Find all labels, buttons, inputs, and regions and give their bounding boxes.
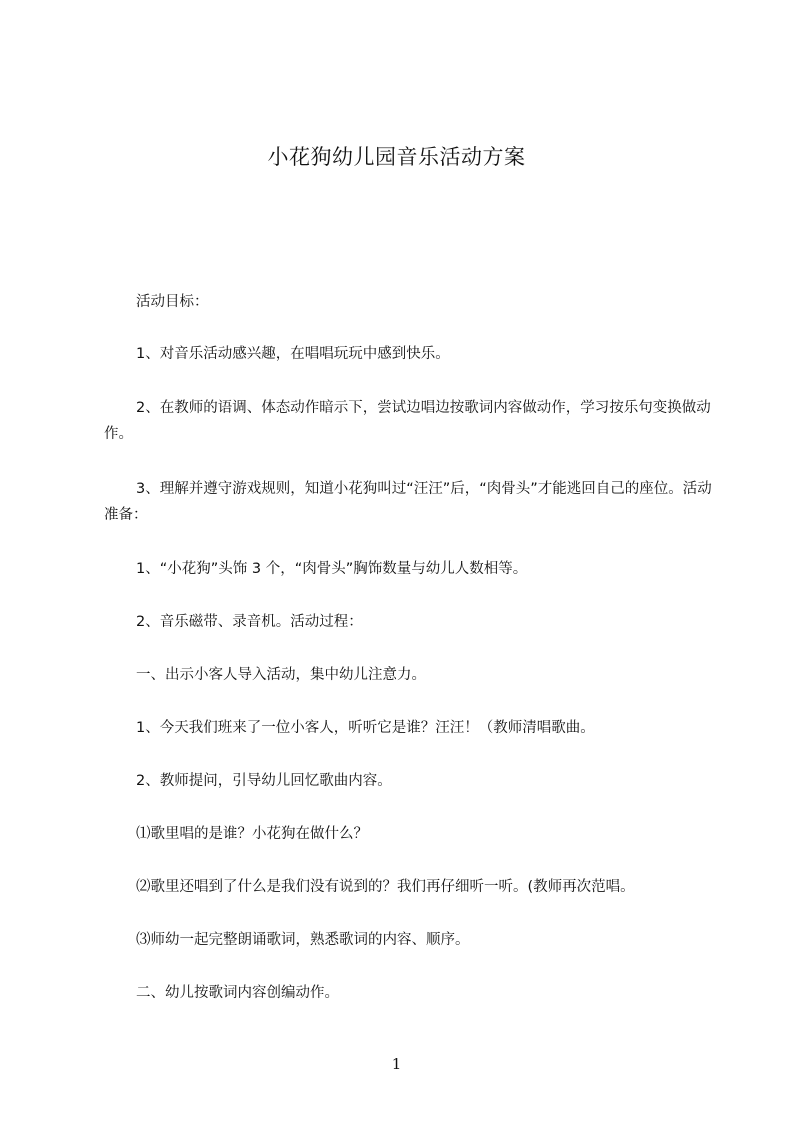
- paragraph-step-1-heading: 一、出示小客人导入活动，集中幼儿注意力。: [136, 667, 426, 683]
- paragraph-objective-1: 1、对音乐活动感兴趣，在唱唱玩玩中感到快乐。: [136, 346, 450, 362]
- paragraph-objective-2: 2、在教师的语调、体态动作暗示下，尝试边唱边按歌词内容做动作，学习按乐句变换做动作。: [104, 400, 711, 442]
- paragraph-step-2-heading: 二、幼儿按歌词内容创编动作。: [136, 985, 339, 1001]
- paragraph-preparation-1: 1、“小花狗”头饰 3 个，“肉骨头”胸饰数量与幼儿人数相等。: [136, 561, 528, 577]
- page-number: 1: [391, 1055, 402, 1073]
- paragraph-preparation-2: 2、音乐磁带、录音机。活动过程：: [136, 614, 363, 630]
- paragraph-question-3: ⑶师幼一起完整朗诵歌词，熟悉歌词的内容、顺序。: [136, 932, 470, 948]
- paragraph-question-1: ⑴歌里唱的是谁？小花狗在做什么？: [136, 826, 368, 842]
- paragraph-objectives-heading: 活动目标：: [136, 294, 209, 310]
- paragraph-step-1-2: 2、教师提问，引导幼儿回忆歌曲内容。: [136, 773, 392, 789]
- paragraph-step-1-1: 1、今天我们班来了一位小客人，听听它是谁？汪汪！（教师清唱歌曲。: [136, 720, 595, 736]
- paragraph-question-2: ⑵歌里还唱到了什么是我们没有说到的？我们再仔细听一听。(教师再次范唱。: [136, 879, 635, 895]
- document-title: 小花狗幼儿园音乐活动方案: [267, 145, 526, 169]
- paragraph-objective-3: 3、理解并遵守游戏规则，知道小花狗叫过“汪汪”后，“肉骨头”才能逃回自己的座位。活动准备：: [104, 481, 712, 523]
